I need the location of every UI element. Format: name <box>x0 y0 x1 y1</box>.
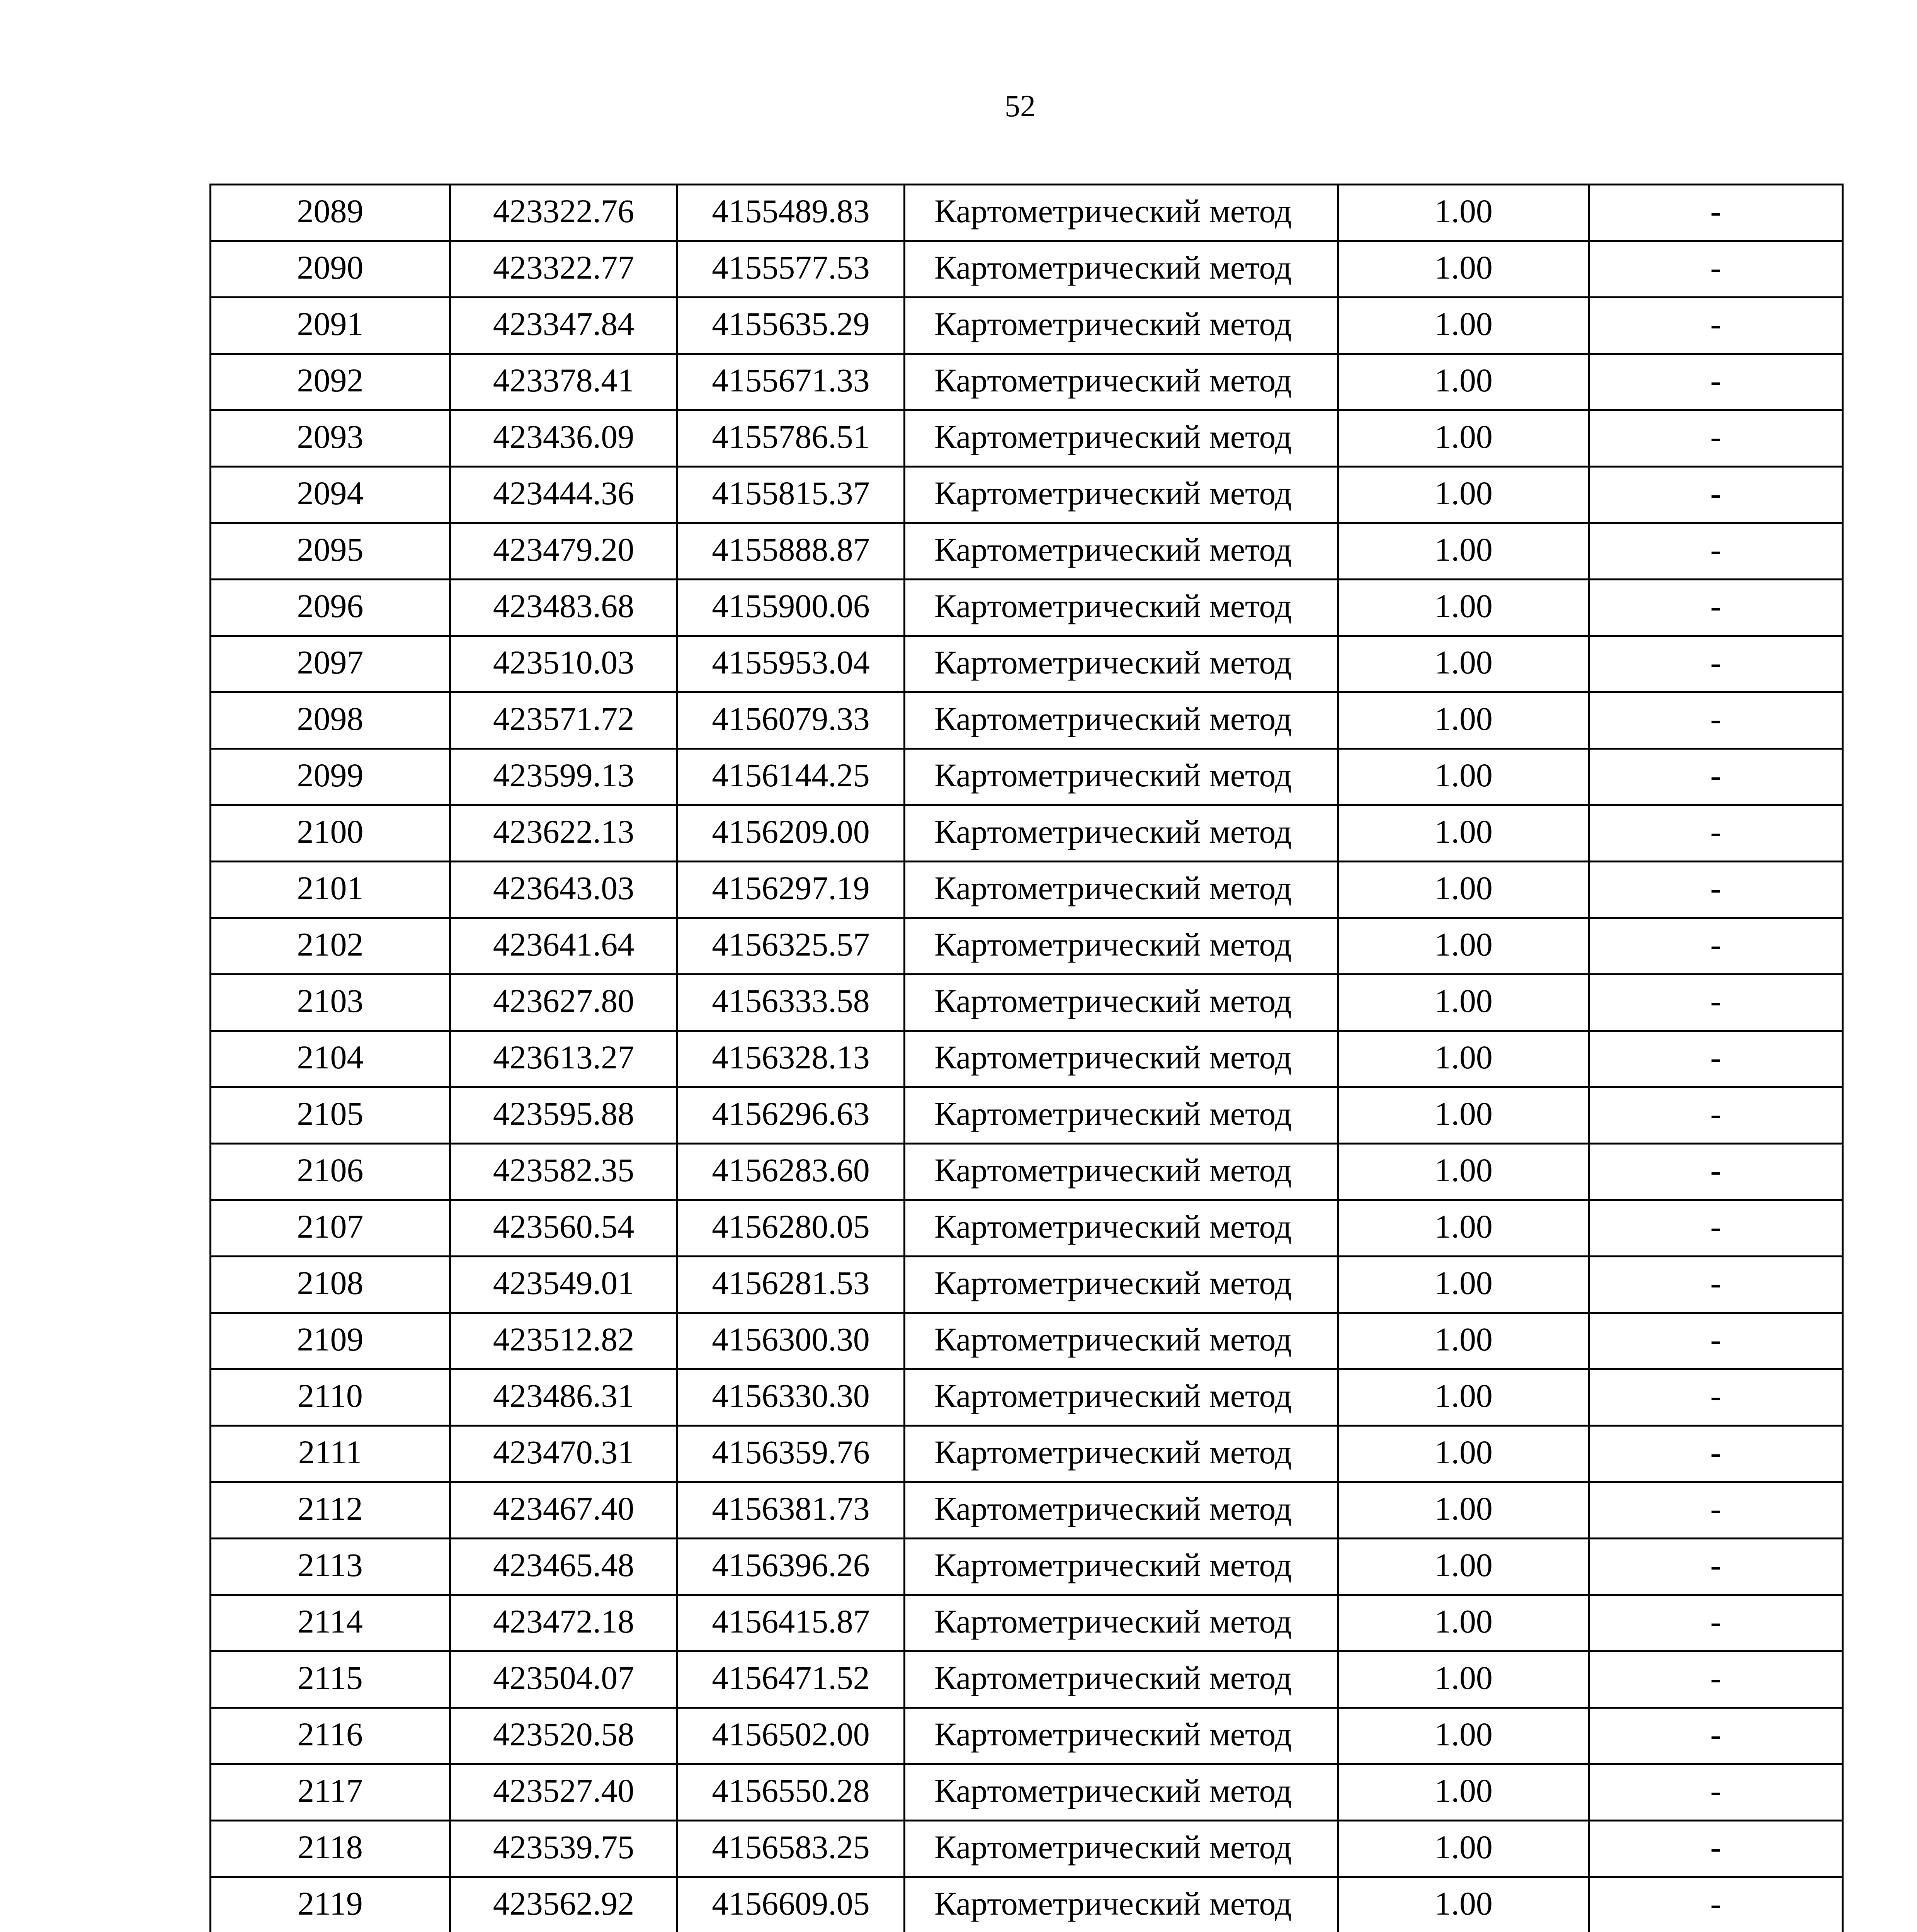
accuracy-cell: 1.00 <box>1338 1482 1589 1539</box>
method-cell: Картометрический метод <box>905 975 1338 1031</box>
note-cell: - <box>1589 467 1843 523</box>
note-cell: - <box>1589 1313 1843 1369</box>
point-number-cell: 2119 <box>211 1877 450 1932</box>
table-row <box>211 1595 1843 1651</box>
x-coordinate-cell: 423486.31 <box>450 1369 677 1426</box>
table-row <box>211 410 1843 467</box>
table-row <box>211 1257 1843 1313</box>
accuracy-cell: 1.00 <box>1338 185 1589 241</box>
note-cell: - <box>1589 1031 1843 1087</box>
y-coordinate-cell: 4156359.76 <box>677 1426 905 1482</box>
table-row <box>211 692 1843 749</box>
y-coordinate-cell: 4155953.04 <box>677 636 905 692</box>
x-coordinate-cell: 423549.01 <box>450 1257 677 1313</box>
method-cell: Картометрический метод <box>905 1877 1338 1932</box>
y-coordinate-cell: 4156502.00 <box>677 1708 905 1764</box>
note-cell: - <box>1589 1708 1843 1764</box>
y-coordinate-cell: 4156550.28 <box>677 1764 905 1821</box>
table-row <box>211 354 1843 410</box>
table-row <box>211 298 1843 354</box>
point-number-cell: 2092 <box>211 354 450 410</box>
method-cell: Картометрический метод <box>905 354 1338 410</box>
point-number-cell: 2094 <box>211 467 450 523</box>
note-cell: - <box>1589 354 1843 410</box>
y-coordinate-cell: 4155888.87 <box>677 523 905 580</box>
point-number-cell: 2112 <box>211 1482 450 1539</box>
note-cell: - <box>1589 298 1843 354</box>
table-row <box>211 862 1843 918</box>
x-coordinate-cell: 423483.68 <box>450 580 677 636</box>
method-cell: Картометрический метод <box>905 410 1338 467</box>
method-cell: Картометрический метод <box>905 1764 1338 1821</box>
note-cell: - <box>1589 1595 1843 1651</box>
note-cell: - <box>1589 241 1843 298</box>
point-number-cell: 2105 <box>211 1087 450 1144</box>
method-cell: Картометрический метод <box>905 1087 1338 1144</box>
table-row <box>211 1031 1843 1087</box>
table-row <box>211 1313 1843 1369</box>
x-coordinate-cell: 423465.48 <box>450 1539 677 1595</box>
table-row <box>211 805 1843 862</box>
x-coordinate-cell: 423512.82 <box>450 1313 677 1369</box>
table-row <box>211 1708 1843 1764</box>
accuracy-cell: 1.00 <box>1338 636 1589 692</box>
table-row <box>211 749 1843 805</box>
note-cell: - <box>1589 410 1843 467</box>
point-number-cell: 2109 <box>211 1313 450 1369</box>
x-coordinate-cell: 423595.88 <box>450 1087 677 1144</box>
y-coordinate-cell: 4156296.63 <box>677 1087 905 1144</box>
note-cell: - <box>1589 918 1843 975</box>
note-cell: - <box>1589 185 1843 241</box>
method-cell: Картометрический метод <box>905 1031 1338 1087</box>
note-cell: - <box>1589 1651 1843 1708</box>
method-cell: Картометрический метод <box>905 692 1338 749</box>
method-cell: Картометрический метод <box>905 298 1338 354</box>
note-cell: - <box>1589 692 1843 749</box>
x-coordinate-cell: 423436.09 <box>450 410 677 467</box>
method-cell: Картометрический метод <box>905 1313 1338 1369</box>
accuracy-cell: 1.00 <box>1338 1313 1589 1369</box>
y-coordinate-cell: 4156330.30 <box>677 1369 905 1426</box>
point-number-cell: 2107 <box>211 1200 450 1257</box>
point-number-cell: 2095 <box>211 523 450 580</box>
note-cell: - <box>1589 805 1843 862</box>
y-coordinate-cell: 4156609.05 <box>677 1877 905 1932</box>
table-row <box>211 1426 1843 1482</box>
table-row <box>211 975 1843 1031</box>
accuracy-cell: 1.00 <box>1338 1144 1589 1200</box>
accuracy-cell: 1.00 <box>1338 975 1589 1031</box>
method-cell: Картометрический метод <box>905 636 1338 692</box>
table-row <box>211 636 1843 692</box>
point-number-cell: 2117 <box>211 1764 450 1821</box>
y-coordinate-cell: 4156283.60 <box>677 1144 905 1200</box>
note-cell: - <box>1589 975 1843 1031</box>
y-coordinate-cell: 4155786.51 <box>677 410 905 467</box>
method-cell: Картометрический метод <box>905 467 1338 523</box>
y-coordinate-cell: 4156328.13 <box>677 1031 905 1087</box>
note-cell: - <box>1589 1877 1843 1932</box>
point-number-cell: 2096 <box>211 580 450 636</box>
y-coordinate-cell: 4156583.25 <box>677 1821 905 1877</box>
accuracy-cell: 1.00 <box>1338 749 1589 805</box>
y-coordinate-cell: 4156079.33 <box>677 692 905 749</box>
method-cell: Картометрический метод <box>905 1539 1338 1595</box>
method-cell: Картометрический метод <box>905 918 1338 975</box>
table-row <box>211 1200 1843 1257</box>
point-number-cell: 2108 <box>211 1257 450 1313</box>
x-coordinate-cell: 423643.03 <box>450 862 677 918</box>
point-number-cell: 2114 <box>211 1595 450 1651</box>
accuracy-cell: 1.00 <box>1338 1369 1589 1426</box>
accuracy-cell: 1.00 <box>1338 1764 1589 1821</box>
point-number-cell: 2110 <box>211 1369 450 1426</box>
y-coordinate-cell: 4155489.83 <box>677 185 905 241</box>
x-coordinate-cell: 423641.64 <box>450 918 677 975</box>
method-cell: Картометрический метод <box>905 1651 1338 1708</box>
y-coordinate-cell: 4156325.57 <box>677 918 905 975</box>
point-number-cell: 2098 <box>211 692 450 749</box>
note-cell: - <box>1589 1426 1843 1482</box>
accuracy-cell: 1.00 <box>1338 692 1589 749</box>
point-number-cell: 2097 <box>211 636 450 692</box>
table-row <box>211 1369 1843 1426</box>
x-coordinate-cell: 423472.18 <box>450 1595 677 1651</box>
accuracy-cell: 1.00 <box>1338 241 1589 298</box>
note-cell: - <box>1589 1482 1843 1539</box>
accuracy-cell: 1.00 <box>1338 580 1589 636</box>
method-cell: Картометрический метод <box>905 1257 1338 1313</box>
method-cell: Картометрический метод <box>905 185 1338 241</box>
table-row <box>211 241 1843 298</box>
y-coordinate-cell: 4156396.26 <box>677 1539 905 1595</box>
point-number-cell: 2101 <box>211 862 450 918</box>
accuracy-cell: 1.00 <box>1338 1595 1589 1651</box>
table-row <box>211 1877 1843 1932</box>
accuracy-cell: 1.00 <box>1338 467 1589 523</box>
table-row <box>211 1539 1843 1595</box>
point-number-cell: 2089 <box>211 185 450 241</box>
y-coordinate-cell: 4155671.33 <box>677 354 905 410</box>
note-cell: - <box>1589 1369 1843 1426</box>
point-number-cell: 2111 <box>211 1426 450 1482</box>
accuracy-cell: 1.00 <box>1338 1031 1589 1087</box>
accuracy-cell: 1.00 <box>1338 523 1589 580</box>
note-cell: - <box>1589 1764 1843 1821</box>
accuracy-cell: 1.00 <box>1338 1087 1589 1144</box>
table-row <box>211 1144 1843 1200</box>
note-cell: - <box>1589 636 1843 692</box>
accuracy-cell: 1.00 <box>1338 298 1589 354</box>
table-row <box>211 1087 1843 1144</box>
x-coordinate-cell: 423562.92 <box>450 1877 677 1932</box>
accuracy-cell: 1.00 <box>1338 862 1589 918</box>
accuracy-cell: 1.00 <box>1338 1877 1589 1932</box>
method-cell: Картометрический метод <box>905 580 1338 636</box>
note-cell: - <box>1589 1087 1843 1144</box>
x-coordinate-cell: 423560.54 <box>450 1200 677 1257</box>
method-cell: Картометрический метод <box>905 862 1338 918</box>
y-coordinate-cell: 4156333.58 <box>677 975 905 1031</box>
y-coordinate-cell: 4156280.05 <box>677 1200 905 1257</box>
table-row <box>211 580 1843 636</box>
point-number-cell: 2099 <box>211 749 450 805</box>
note-cell: - <box>1589 1200 1843 1257</box>
y-coordinate-cell: 4156144.25 <box>677 749 905 805</box>
note-cell: - <box>1589 523 1843 580</box>
accuracy-cell: 1.00 <box>1338 1651 1589 1708</box>
y-coordinate-cell: 4155815.37 <box>677 467 905 523</box>
note-cell: - <box>1589 580 1843 636</box>
note-cell: - <box>1589 749 1843 805</box>
y-coordinate-cell: 4156471.52 <box>677 1651 905 1708</box>
y-coordinate-cell: 4156209.00 <box>677 805 905 862</box>
accuracy-cell: 1.00 <box>1338 1426 1589 1482</box>
accuracy-cell: 1.00 <box>1338 1539 1589 1595</box>
point-number-cell: 2091 <box>211 298 450 354</box>
x-coordinate-cell: 423520.58 <box>450 1708 677 1764</box>
y-coordinate-cell: 4155577.53 <box>677 241 905 298</box>
x-coordinate-cell: 423539.75 <box>450 1821 677 1877</box>
method-cell: Картометрический метод <box>905 1821 1338 1877</box>
table-row <box>211 185 1843 241</box>
x-coordinate-cell: 423347.84 <box>450 298 677 354</box>
x-coordinate-cell: 423378.41 <box>450 354 677 410</box>
table-row <box>211 1764 1843 1821</box>
method-cell: Картометрический метод <box>905 1708 1338 1764</box>
method-cell: Картометрический метод <box>905 1144 1338 1200</box>
accuracy-cell: 1.00 <box>1338 1257 1589 1313</box>
coordinates-table <box>209 184 1844 1932</box>
table-row <box>211 467 1843 523</box>
point-number-cell: 2093 <box>211 410 450 467</box>
method-cell: Картометрический метод <box>905 1482 1338 1539</box>
point-number-cell: 2100 <box>211 805 450 862</box>
accuracy-cell: 1.00 <box>1338 1200 1589 1257</box>
accuracy-cell: 1.00 <box>1338 918 1589 975</box>
note-cell: - <box>1589 1539 1843 1595</box>
accuracy-cell: 1.00 <box>1338 1821 1589 1877</box>
page-number: 52 <box>1005 89 1036 123</box>
accuracy-cell: 1.00 <box>1338 805 1589 862</box>
x-coordinate-cell: 423322.76 <box>450 185 677 241</box>
method-cell: Картометрический метод <box>905 1369 1338 1426</box>
x-coordinate-cell: 423444.36 <box>450 467 677 523</box>
x-coordinate-cell: 423622.13 <box>450 805 677 862</box>
table-row <box>211 1821 1843 1877</box>
method-cell: Картометрический метод <box>905 805 1338 862</box>
accuracy-cell: 1.00 <box>1338 354 1589 410</box>
y-coordinate-cell: 4156297.19 <box>677 862 905 918</box>
accuracy-cell: 1.00 <box>1338 1708 1589 1764</box>
method-cell: Картометрический метод <box>905 1426 1338 1482</box>
point-number-cell: 2090 <box>211 241 450 298</box>
x-coordinate-cell: 423582.35 <box>450 1144 677 1200</box>
x-coordinate-cell: 423527.40 <box>450 1764 677 1821</box>
point-number-cell: 2115 <box>211 1651 450 1708</box>
note-cell: - <box>1589 1821 1843 1877</box>
x-coordinate-cell: 423504.07 <box>450 1651 677 1708</box>
y-coordinate-cell: 4155635.29 <box>677 298 905 354</box>
x-coordinate-cell: 423627.80 <box>450 975 677 1031</box>
y-coordinate-cell: 4156281.53 <box>677 1257 905 1313</box>
table-row <box>211 1482 1843 1539</box>
x-coordinate-cell: 423322.77 <box>450 241 677 298</box>
y-coordinate-cell: 4155900.06 <box>677 580 905 636</box>
x-coordinate-cell: 423510.03 <box>450 636 677 692</box>
method-cell: Картометрический метод <box>905 749 1338 805</box>
y-coordinate-cell: 4156381.73 <box>677 1482 905 1539</box>
coordinates-table-body <box>211 185 1843 1932</box>
y-coordinate-cell: 4156300.30 <box>677 1313 905 1369</box>
x-coordinate-cell: 423470.31 <box>450 1426 677 1482</box>
x-coordinate-cell: 423479.20 <box>450 523 677 580</box>
method-cell: Картометрический метод <box>905 1200 1338 1257</box>
point-number-cell: 2113 <box>211 1539 450 1595</box>
point-number-cell: 2118 <box>211 1821 450 1877</box>
point-number-cell: 2102 <box>211 918 450 975</box>
x-coordinate-cell: 423571.72 <box>450 692 677 749</box>
x-coordinate-cell: 423599.13 <box>450 749 677 805</box>
method-cell: Картометрический метод <box>905 523 1338 580</box>
y-coordinate-cell: 4156415.87 <box>677 1595 905 1651</box>
table-row <box>211 918 1843 975</box>
point-number-cell: 2106 <box>211 1144 450 1200</box>
note-cell: - <box>1589 862 1843 918</box>
note-cell: - <box>1589 1144 1843 1200</box>
accuracy-cell: 1.00 <box>1338 410 1589 467</box>
table-row <box>211 523 1843 580</box>
note-cell: - <box>1589 1257 1843 1313</box>
point-number-cell: 2104 <box>211 1031 450 1087</box>
table-row <box>211 1651 1843 1708</box>
method-cell: Картометрический метод <box>905 241 1338 298</box>
point-number-cell: 2116 <box>211 1708 450 1764</box>
point-number-cell: 2103 <box>211 975 450 1031</box>
x-coordinate-cell: 423467.40 <box>450 1482 677 1539</box>
method-cell: Картометрический метод <box>905 1595 1338 1651</box>
x-coordinate-cell: 423613.27 <box>450 1031 677 1087</box>
